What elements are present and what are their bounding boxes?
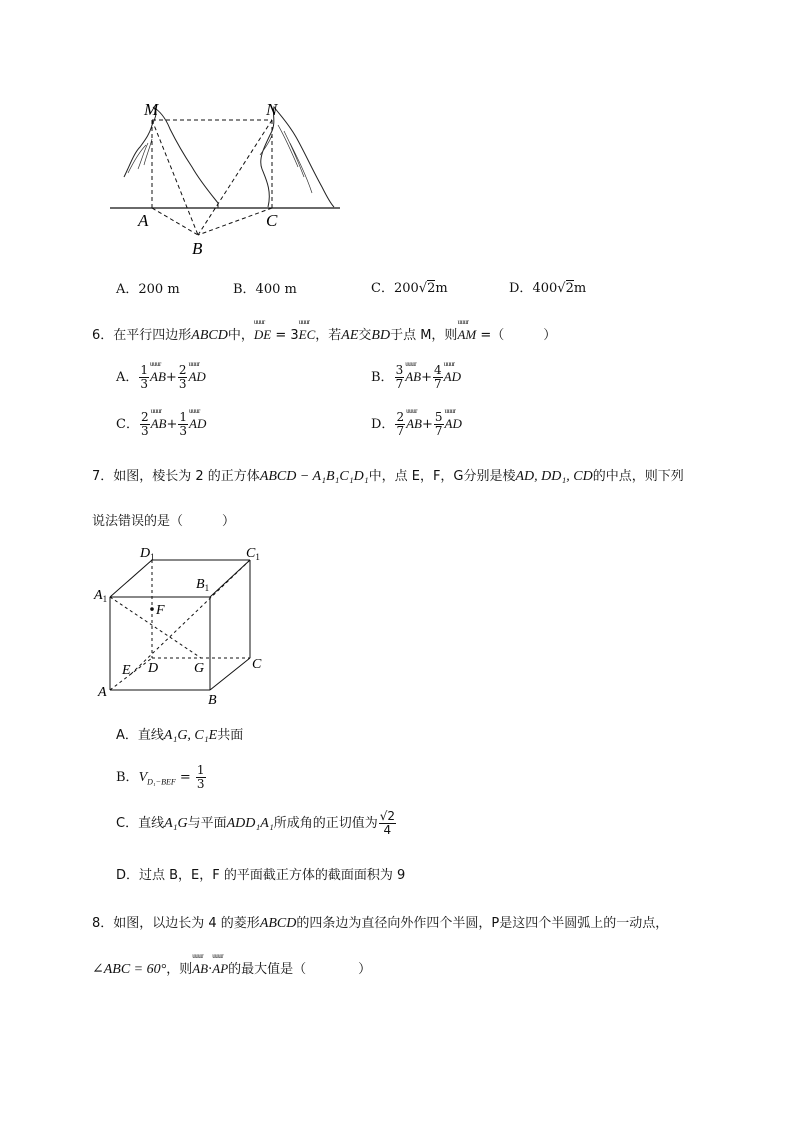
label-d: D	[148, 661, 159, 676]
q8-stem-line1: 8．如图，以边长为 4 的菱形ABCD的四条边为直径向外作四个半圆，P是这四个半圆弧上的一动点，	[92, 916, 669, 931]
label-g: G	[194, 661, 205, 676]
q7-stem-line1: 7．如图，棱长为 2 的正方体ABCD − A₁B₁C₁D₁中，点 E，F，G分别是棱AD, DD₁, CD的中点，则下列	[92, 469, 684, 484]
q5-option-c[interactable]: C．200√2m	[371, 281, 448, 296]
label-a: A	[138, 211, 149, 230]
q6-option-d[interactable]: D． $\frac{2}{7}$ uuur AB+ $\frac{5}{7}$ uuur AD	[371, 411, 462, 438]
q7-option-b[interactable]: B．$V_{D_1-BEF}$ = $\frac{1}{3}$	[116, 763, 205, 791]
label-c: C	[266, 211, 278, 230]
label-d1: $D_1$	[140, 546, 155, 562]
sqrt-sign: √	[557, 281, 566, 296]
sqrt-sign: √	[418, 281, 428, 296]
q7-option-a[interactable]: A．直线A₁G, C₁E共面	[116, 728, 244, 743]
q7-option-c[interactable]: C．直线A₁G与平面ADD₁A₁所成角的正切值为 $\frac{√2}{4}$	[116, 809, 395, 837]
label-b1: $B_1$	[196, 577, 210, 593]
label-f: F	[156, 603, 165, 618]
q8-stem-line2: ∠ABC = 60°，则uuur AB·uuur AP的最大值是（ ）	[92, 958, 371, 978]
label-e: E	[122, 663, 131, 678]
label-n: N	[266, 100, 278, 119]
q7-option-d[interactable]: D．过点 B，E，F 的平面截正方体的截面面积为 9	[116, 868, 406, 883]
q6-option-b[interactable]: B． $\frac{3}{7}$ uuur AB+ $\frac{4}{7}$ uuur AD	[371, 364, 461, 391]
q6-option-a[interactable]: A． $\frac{1}{3}$ uuur AB+ $\frac{2}{3}$ uuur AD	[116, 364, 206, 391]
label-m: M	[144, 100, 159, 119]
mountain-figure	[100, 95, 350, 260]
label-c1: $C_1$	[246, 546, 260, 562]
label-b: B	[192, 239, 203, 258]
label-a: A	[98, 685, 107, 700]
q5-option-a[interactable]: A．200 m	[116, 282, 180, 297]
label-a1: $A_1$	[94, 588, 108, 604]
q6-option-c[interactable]: C． $\frac{2}{3}$ uuur AB+ $\frac{1}{3}$ uuur AD	[116, 411, 206, 438]
q7-stem-line2: 说法错误的是（ ）	[92, 514, 236, 529]
q5-option-b[interactable]: B．400 m	[233, 282, 297, 297]
label-b: B	[208, 693, 217, 707]
cube-figure	[90, 542, 280, 707]
q5-option-d[interactable]: D．400√2m	[509, 281, 587, 296]
label-c: C	[252, 657, 262, 672]
q6-stem: 6．在平行四边形ABCD中，uuur DE = 3uuur EC，若AE交BD于点 M，则uuur AM =（ ）	[92, 324, 556, 344]
